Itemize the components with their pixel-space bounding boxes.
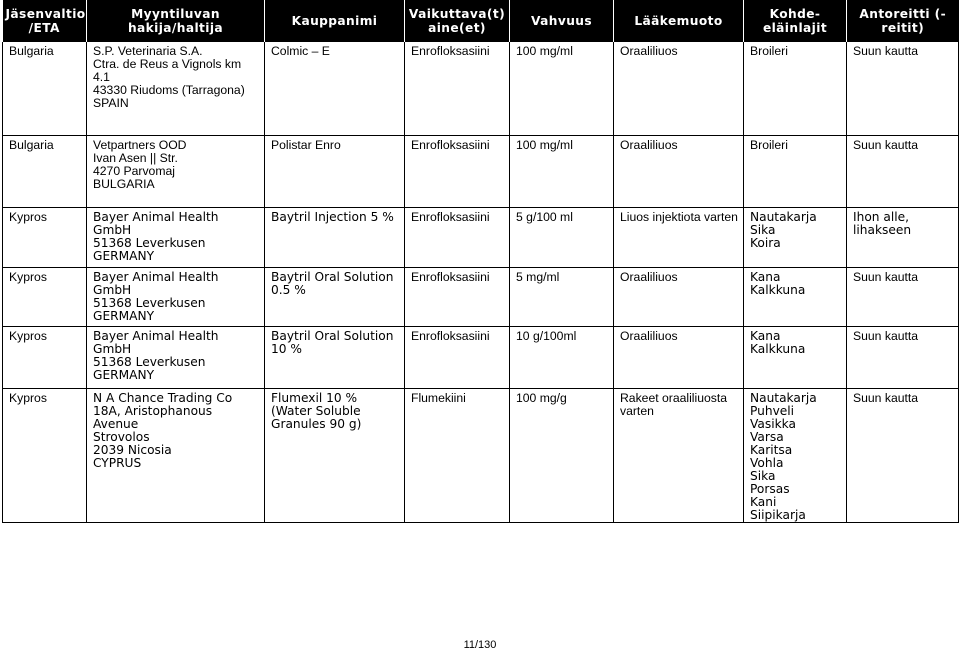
cell-route: Suun kautta: [847, 267, 959, 326]
cell-pharmaceutical-form: Oraaliliuos: [614, 42, 744, 135]
header-row: [3, 0, 959, 42]
holder-line: BULGARIA: [93, 176, 155, 191]
cell-holder: [87, 42, 265, 135]
holder-line: N A Chance Trading Co: [93, 390, 233, 405]
cell-trade-name: Baytril Injection 5 %: [265, 207, 405, 267]
holder-line: 2039 Nicosia: [93, 442, 172, 457]
target-species-line: Siipikarja: [750, 507, 806, 522]
cell-target-species: [744, 42, 847, 135]
cell-target-species: [744, 326, 847, 388]
header-holder: Myyntiluvan hakija/haltija: [87, 0, 265, 42]
cell-target-species: [744, 135, 847, 207]
target-species-line: Karitsa: [750, 442, 793, 457]
holder-line: 4.1: [93, 70, 110, 84]
table-row: [3, 388, 959, 522]
cell-active-substance: Flumekiini: [405, 388, 510, 522]
target-species-line: Kana: [750, 269, 781, 284]
cell-pharmaceutical-form: Liuos injektiota varten: [614, 207, 744, 267]
cell-holder: [87, 326, 265, 388]
target-species-line: Vasikka: [750, 416, 796, 431]
holder-line: 51368 Leverkusen: [93, 235, 206, 250]
cell-strength: 100 mg/ml: [510, 42, 614, 135]
cell-strength: 5 mg/ml: [510, 267, 614, 326]
cell-strength: 10 g/100ml: [510, 326, 614, 388]
target-species-line: Nautakarja: [750, 390, 817, 405]
header-pharmaceutical-form: Lääkemuoto: [614, 0, 744, 42]
cell-active-substance: Enrofloksasiini: [405, 326, 510, 388]
cell-pharmaceutical-form: Oraaliliuos: [614, 267, 744, 326]
table-row: [3, 267, 959, 326]
cell-active-substance: Enrofloksasiini: [405, 267, 510, 326]
products-table: [2, 0, 959, 523]
holder-line: GERMANY: [93, 308, 155, 323]
holder-line: GERMANY: [93, 248, 155, 263]
header-target-species: Kohde-eläinlajit: [744, 0, 847, 42]
target-species-line: Kalkkuna: [750, 282, 806, 297]
target-species-line: Kani: [750, 494, 777, 509]
cell-trade-name: Polistar Enro: [265, 135, 405, 207]
holder-line: Bayer Animal Health GmbH: [93, 269, 219, 297]
cell-route: Suun kautta: [847, 388, 959, 522]
table-row: [3, 207, 959, 267]
cell-route: Ihon alle, lihakseen: [847, 207, 959, 267]
cell-trade-name: Flumexil 10 % (Water Soluble Granules 90 g): [265, 388, 405, 522]
target-species-line: Vohla: [750, 455, 784, 470]
page-number: 11/130: [463, 639, 497, 651]
table-row: [3, 42, 959, 135]
target-species-line: Kana: [750, 328, 781, 343]
cell-holder: [87, 388, 265, 522]
cell-holder: [87, 207, 265, 267]
cell-holder: [87, 267, 265, 326]
header-strength: Vahvuus: [510, 0, 614, 42]
holder-line: SPAIN: [93, 96, 129, 110]
target-species-line: Sika: [750, 468, 776, 483]
cell-pharmaceutical-form: Rakeet oraaliliuosta varten: [614, 388, 744, 522]
target-species-line: Koira: [750, 235, 781, 250]
target-species-line: Nautakarja: [750, 209, 817, 224]
cell-strength: 5 g/100 ml: [510, 207, 614, 267]
holder-line: S.P. Veterinaria S.A.: [93, 44, 203, 58]
target-species-line: Broileri: [750, 44, 788, 58]
cell-active-substance: Enrofloksasiini: [405, 135, 510, 207]
cell-active-substance: Enrofloksasiini: [405, 207, 510, 267]
holder-line: Bayer Animal Health GmbH: [93, 328, 219, 356]
cell-strength: 100 mg/g: [510, 388, 614, 522]
holder-line: 51368 Leverkusen: [93, 295, 206, 310]
cell-strength: 100 mg/ml: [510, 135, 614, 207]
cell-member-state: Kypros: [3, 388, 87, 522]
cell-route: Suun kautta: [847, 326, 959, 388]
holder-line: Ctra. de Reus a Vignols km: [93, 57, 242, 71]
holder-line: 51368 Leverkusen: [93, 354, 206, 369]
cell-member-state: Kypros: [3, 207, 87, 267]
holder-line: 4270 Parvomaj: [93, 163, 175, 178]
holder-line: Vetpartners OOD: [93, 137, 187, 152]
header-member-state: Jäsenvaltio /ETA: [3, 0, 87, 42]
holder-line: Bayer Animal Health GmbH: [93, 209, 219, 237]
target-species-line: Broileri: [750, 137, 788, 152]
holder-line: 18A, Aristophanous Avenue: [93, 403, 213, 431]
cell-target-species: [744, 267, 847, 326]
header-trade-name: Kauppanimi: [265, 0, 405, 42]
cell-member-state: Kypros: [3, 267, 87, 326]
holder-line: Ivan Asen || Str.: [93, 150, 178, 165]
holder-line: GERMANY: [93, 367, 155, 382]
holder-line: Strovolos: [93, 429, 150, 444]
holder-line: 43330 Riudoms (Tarragona): [93, 83, 245, 97]
table-row: [3, 135, 959, 207]
cell-active-substance: Enrofloksasiini: [405, 42, 510, 135]
target-species-line: Kalkkuna: [750, 341, 806, 356]
target-species-line: Porsas: [750, 481, 790, 496]
cell-route: Suun kautta: [847, 42, 959, 135]
cell-trade-name: Colmic – E: [265, 42, 405, 135]
holder-line: CYPRUS: [93, 455, 142, 470]
table-row: [3, 326, 959, 388]
cell-member-state: Bulgaria: [3, 42, 87, 135]
header-route: Antoreitti (-reitit): [847, 0, 959, 42]
cell-member-state: Bulgaria: [3, 135, 87, 207]
cell-trade-name: Baytril Oral Solution 0.5 %: [265, 267, 405, 326]
target-species-line: Puhveli: [750, 403, 795, 418]
cell-pharmaceutical-form: Oraaliliuos: [614, 326, 744, 388]
cell-route: Suun kautta: [847, 135, 959, 207]
cell-member-state: Kypros: [3, 326, 87, 388]
header-active-substance: Vaikuttava(t) aine(et): [405, 0, 510, 42]
cell-pharmaceutical-form: Oraaliliuos: [614, 135, 744, 207]
table-body: [3, 42, 959, 522]
target-species-line: Varsa: [750, 429, 784, 444]
cell-trade-name: Baytril Oral Solution 10 %: [265, 326, 405, 388]
cell-holder: [87, 135, 265, 207]
cell-target-species: [744, 207, 847, 267]
cell-target-species: [744, 388, 847, 522]
target-species-line: Sika: [750, 222, 776, 237]
